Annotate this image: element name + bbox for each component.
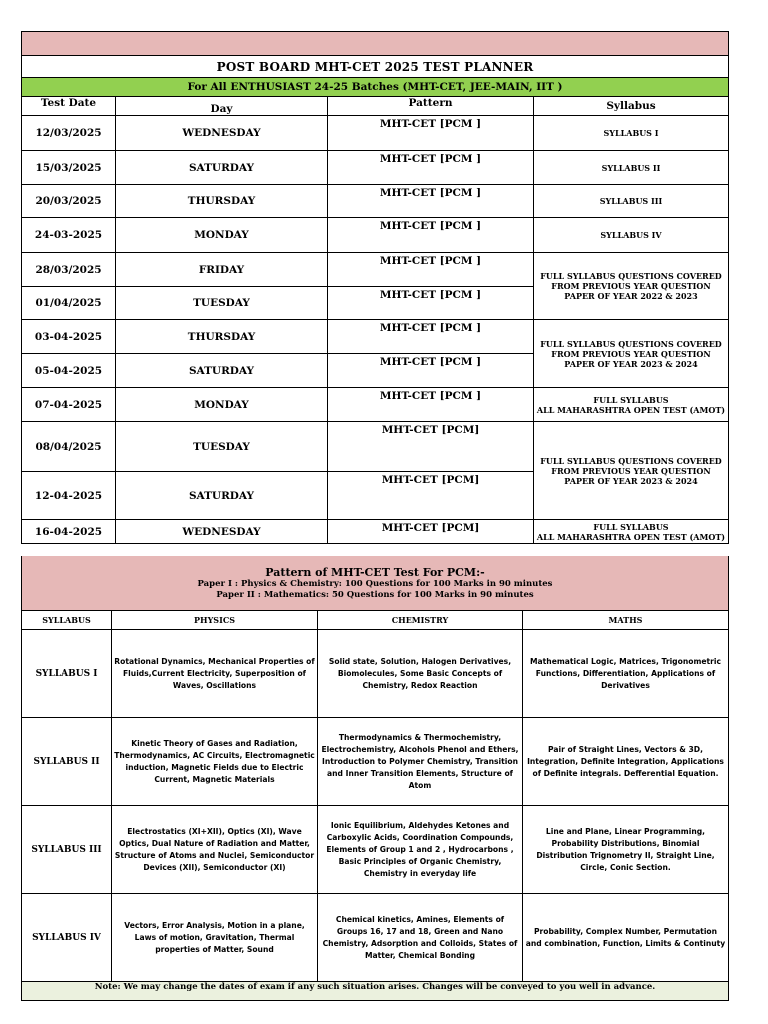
test-planner-sheet xyxy=(21,31,729,1001)
test-pattern: MHT-CET [PCM ] xyxy=(328,354,534,388)
chemistry-topics: Ionic Equilibrium, Aldehydes Ketones and Carboxylic Acids, Coordination Compounds, Elements of Group 1 and 2 , Hydrocarbons , Basic Principles of Organic Chemistry, Chemistry in everyday life xyxy=(318,806,523,894)
test-day: SATURDAY xyxy=(116,151,328,185)
test-row xyxy=(21,354,534,388)
pattern-info-band xyxy=(21,556,729,611)
paper-2-info: Paper II : Mathematics: 50 Questions for 100 Marks in 90 minutes xyxy=(216,589,534,600)
test-pattern: MHT-CET [PCM ] xyxy=(328,253,534,287)
test-date: 12/03/2025 xyxy=(21,116,116,151)
test-row xyxy=(21,287,534,320)
top-color-band xyxy=(21,31,729,56)
syllabus-cell xyxy=(534,218,729,253)
maths-topics: Mathematical Logic, Matrices, Trigonometric Functions, Differentiation, Applications of Derivatives xyxy=(523,630,729,718)
syllabus-cell xyxy=(534,388,729,422)
test-date: 12-04-2025 xyxy=(21,472,116,520)
test-pattern: MHT-CET [PCM ] xyxy=(328,287,534,320)
physics-topics: Electrostatics (XI+XII), Optics (XI), Wave Optics, Dual Nature of Radiation and Matter, Structure of Atoms and Nuclei, Semiconductor Devices (XII), Semiconductor (XI) xyxy=(112,806,318,894)
test-date: 28/03/2025 xyxy=(21,253,116,287)
syllabus-text: SYLLABUS I xyxy=(603,128,659,138)
test-row xyxy=(21,185,534,218)
physics-topics: Vectors, Error Analysis, Motion in a plane, Laws of motion, Gravitation, Thermal properties of Matter, Sound xyxy=(112,894,318,982)
chemistry-topics: Solid state, Solution, Halogen Derivatives, Biomolecules, Some Basic Concepts of Chemistry, Redox Reaction xyxy=(318,630,523,718)
test-row xyxy=(21,116,534,151)
test-row xyxy=(21,520,534,544)
syllabus-name: SYLLABUS IV xyxy=(21,894,112,982)
syllabus-text: SYLLABUS III xyxy=(599,196,663,206)
maths-topics: Line and Plane, Linear Programming, Probability Distributions, Binomial Distribution Trignometry II, Straight Line, Circle, Conic Section. xyxy=(523,806,729,894)
test-pattern: MHT-CET [PCM ] xyxy=(328,151,534,185)
test-pattern: MHT-CET [PCM] xyxy=(328,422,534,472)
test-row xyxy=(21,151,534,185)
test-day: THURSDAY xyxy=(116,185,328,218)
syllabus-cell xyxy=(534,320,729,388)
syllabus-text: FULL SYLLABUS xyxy=(593,521,669,532)
test-day: TUESDAY xyxy=(116,422,328,472)
test-day: SATURDAY xyxy=(116,354,328,388)
test-date: 03-04-2025 xyxy=(21,320,116,354)
test-pattern: MHT-CET [PCM ] xyxy=(328,116,534,151)
test-pattern: MHT-CET [PCM] xyxy=(328,472,534,520)
test-pattern: MHT-CET [PCM ] xyxy=(328,185,534,218)
syllabus-name: SYLLABUS I xyxy=(21,630,112,718)
syllabus-cell xyxy=(534,151,729,185)
paper-1-info: Paper I : Physics & Chemistry: 100 Questions for 100 Marks in 90 minutes xyxy=(197,578,553,589)
syllabus-text: FULL SYLLABUS QUESTIONS COVERED FROM PREVIOUS YEAR QUESTION PAPER OF YEAR 2023 & 2024 xyxy=(540,338,722,369)
syllabus-text: ALL MAHARASHTRA OPEN TEST (AMOT) xyxy=(536,531,726,542)
planner-title: POST BOARD MHT-CET 2025 TEST PLANNER xyxy=(21,56,729,78)
syllabus-cell xyxy=(534,116,729,151)
test-pattern: MHT-CET [PCM ] xyxy=(328,320,534,354)
physics-topics: Kinetic Theory of Gases and Radiation, Thermodynamics, AC Circuits, Electromagnetic induction, Magnetic Fields due to Electric Current, Magnetic Materials xyxy=(112,718,318,806)
test-row xyxy=(21,218,534,253)
test-pattern: MHT-CET [PCM ] xyxy=(328,388,534,422)
header-pattern: Pattern xyxy=(328,97,534,116)
syllabus-table-header-physics: PHYSICS xyxy=(112,611,318,630)
test-day: FRIDAY xyxy=(116,253,328,287)
test-day: SATURDAY xyxy=(116,472,328,520)
syllabus-topic-table xyxy=(21,630,729,982)
header-test-date: Test Date xyxy=(21,97,116,116)
syllabus-table-header-syllabus: SYLLABUS xyxy=(21,611,112,630)
test-day: WEDNESDAY xyxy=(116,520,328,544)
syllabus-cell xyxy=(534,422,729,520)
test-pattern: MHT-CET [PCM ] xyxy=(328,218,534,253)
syllabus-topic-row xyxy=(21,630,729,718)
syllabus-table-header-maths: MATHS xyxy=(523,611,729,630)
header-syllabus: Syllabus xyxy=(534,97,729,116)
syllabus-text: ALL MAHARASHTRA OPEN TEST (AMOT) xyxy=(536,404,726,415)
test-row xyxy=(21,422,534,472)
syllabus-topic-row xyxy=(21,718,729,806)
syllabus-topic-row xyxy=(21,806,729,894)
syllabus-text: SYLLABUS II xyxy=(601,162,661,173)
syllabus-table-header-chemistry: CHEMISTRY xyxy=(318,611,523,630)
syllabus-name: SYLLABUS III xyxy=(21,806,112,894)
footer-note: Note: We may change the dates of exam if any such situation arises. Changes will be conveyed to you well in advance. xyxy=(21,982,729,1001)
header-day: Day xyxy=(116,97,328,116)
test-date: 01/04/2025 xyxy=(21,287,116,320)
maths-topics: Probability, Complex Number, Permutation and combination, Function, Limits & Continuty xyxy=(523,894,729,982)
test-date: 20/03/2025 xyxy=(21,185,116,218)
syllabus-name: SYLLABUS II xyxy=(21,718,112,806)
syllabus-text: FULL SYLLABUS xyxy=(593,394,669,405)
test-date: 15/03/2025 xyxy=(21,151,116,185)
batch-subtitle: For All ENTHUSIAST 24-25 Batches (MHT-CET, JEE-MAIN, IIT ) xyxy=(21,78,729,97)
chemistry-topics: Thermodynamics & Thermochemistry, Electrochemistry, Alcohols Phenol and Ethers, Introduction to Polymer Chemistry, Transition and Inner Transition Elements, Structure of Atom xyxy=(318,718,523,806)
syllabus-topic-row xyxy=(21,894,729,982)
test-date: 08/04/2025 xyxy=(21,422,116,472)
test-day: MONDAY xyxy=(116,388,328,422)
syllabus-cell xyxy=(534,253,729,320)
test-day: MONDAY xyxy=(116,218,328,253)
test-row xyxy=(21,253,534,287)
syllabus-text: SYLLABUS IV xyxy=(600,230,662,240)
chemistry-topics: Chemical kinetics, Amines, Elements of Groups 16, 17 and 18, Green and Nano Chemistry, Adsorption and Colloids, States of Matter, Chemical Bonding xyxy=(318,894,523,982)
test-row xyxy=(21,472,534,520)
test-day: TUESDAY xyxy=(116,287,328,320)
physics-topics: Rotational Dynamics, Mechanical Properties of Fluids,Current Electricity, Superposition of Waves, Oscillations xyxy=(112,630,318,718)
test-date: 24-03-2025 xyxy=(21,218,116,253)
syllabus-cell xyxy=(534,520,729,544)
syllabus-text: FULL SYLLABUS QUESTIONS COVERED FROM PREVIOUS YEAR QUESTION PAPER OF YEAR 2023 & 2024 xyxy=(540,455,722,486)
test-pattern: MHT-CET [PCM] xyxy=(328,520,534,544)
pattern-title: Pattern of MHT-CET Test For PCM:- xyxy=(265,565,485,579)
syllabus-cell xyxy=(534,185,729,218)
maths-topics: Pair of Straight Lines, Vectors & 3D, Integration, Definite Integration, Applications of Definite integrals. Defferential Equation. xyxy=(523,718,729,806)
syllabus-text: FULL SYLLABUS QUESTIONS COVERED FROM PREVIOUS YEAR QUESTION PAPER OF YEAR 2022 & 2023 xyxy=(540,271,722,301)
test-row xyxy=(21,320,534,354)
test-date: 16-04-2025 xyxy=(21,520,116,544)
schedule-table xyxy=(21,97,729,556)
test-date: 07-04-2025 xyxy=(21,388,116,422)
test-day: WEDNESDAY xyxy=(116,116,328,151)
test-row xyxy=(21,388,534,422)
test-day: THURSDAY xyxy=(116,320,328,354)
test-date: 05-04-2025 xyxy=(21,354,116,388)
